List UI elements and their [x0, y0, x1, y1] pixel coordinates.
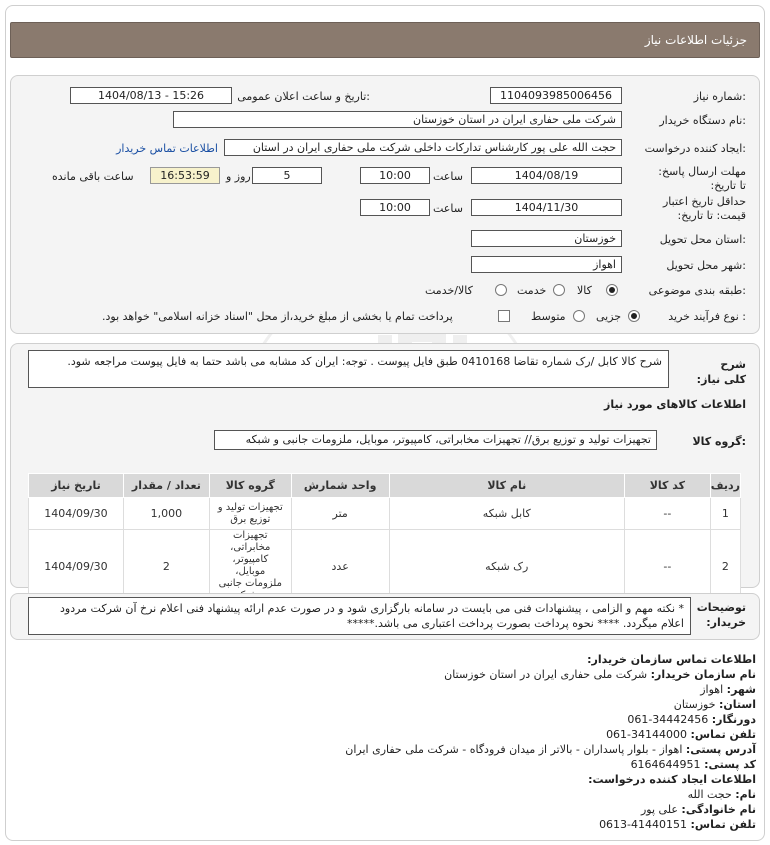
- cell-code: --: [624, 498, 710, 530]
- days-label: روز و: [226, 170, 251, 183]
- buyer-org-field: شرکت ملی حفاری ایران در استان خوزستان: [173, 111, 622, 128]
- cell-date: 1404/09/30: [29, 498, 124, 530]
- cell-unit: متر: [291, 498, 389, 530]
- buyer-notes-label: توضیحات خریدار:: [696, 601, 746, 629]
- creator-family: نام خانوادگی: علی پور: [640, 803, 756, 816]
- col-date: تاریخ نیاز: [29, 474, 124, 498]
- price-validity-label: حداقل تاریخ اعتبار قیمت: تا تاریخ:: [662, 195, 746, 222]
- creator-phone: تلفن تماس: 0613-41440151: [599, 818, 756, 831]
- goods-group-field: تجهیزات تولید و توزیع برق// تجهیزات مخابراتی، کامپیوتر، موبایل، ملزومات جانبی و شبکه: [214, 430, 657, 450]
- contact-title: اطلاعات تماس سازمان خریدار:: [587, 653, 756, 666]
- purchase-small-label: جزیی: [596, 310, 622, 323]
- col-unit: واحد شمارش: [291, 474, 389, 498]
- contact-province: استان: خوزستان: [673, 698, 756, 711]
- contact-postal: کد پستی: 6164644951: [630, 758, 756, 771]
- remaining-label: ساعت باقی مانده: [52, 170, 134, 183]
- announce-datetime-field: 1404/08/13 - 15:26: [70, 87, 232, 104]
- cell-date: 1404/09/30: [29, 530, 124, 603]
- need-number-label: شماره نیاز:: [693, 90, 746, 103]
- cell-group: تجهیزات مخابراتی، کامپیوتر، موبایل، ملزومات جانبی: [209, 530, 291, 603]
- contact-fax: دورنگار: 061-34442456: [627, 713, 756, 726]
- summary-label: شرح کلی نیاز:: [696, 358, 746, 386]
- cell-code: --: [624, 530, 710, 603]
- cell-qty: 1,000: [123, 498, 209, 530]
- col-qty: تعداد / مقدار: [123, 474, 209, 498]
- purchase-medium-radio[interactable]: [573, 310, 585, 322]
- delivery-city-field: اهواز: [471, 256, 622, 273]
- col-code: کد کالا: [624, 474, 710, 498]
- purchase-type-label: نوع فرآیند خرید :: [668, 310, 746, 323]
- category-service-label: خدمت: [517, 284, 547, 297]
- table-row: [29, 530, 741, 603]
- table-row: [29, 498, 741, 530]
- category-both-radio[interactable]: [495, 284, 507, 296]
- delivery-province-label: استان محل تحویل:: [659, 233, 746, 246]
- creator-title: اطلاعات ایجاد کننده درخواست:: [588, 773, 756, 786]
- category-goods-radio[interactable]: [606, 284, 618, 296]
- summary-text: شرح کالا کابل /رک شماره تقاضا 0410168 طبق فایل پیوست . توجه: ایران کد مشابه می باشد حتما به فایل پیوست مراجعه شود.: [28, 350, 669, 388]
- reply-time-label: ساعت: [433, 170, 463, 183]
- cell-name: رک شبکه: [389, 530, 624, 603]
- category-both-label: کالا/خدمت: [425, 284, 473, 297]
- days-remaining-field: 5: [252, 167, 322, 184]
- cell-name: کابل شبکه: [389, 498, 624, 530]
- buyer-org-label: نام دستگاه خریدار:: [659, 114, 746, 127]
- need-number-field: 1104093985006456: [490, 87, 622, 104]
- creator-label: ایجاد کننده درخواست:: [644, 142, 746, 155]
- goods-table: [28, 473, 741, 603]
- cell-qty: 2: [123, 530, 209, 603]
- validity-time-label: ساعت: [433, 202, 463, 215]
- reply-deadline-time: 10:00: [360, 167, 430, 184]
- treasury-payment-text: پرداخت تمام یا بخشی از مبلغ خرید،از محل "اسناد خزانه اسلامی" خواهد بود.: [102, 310, 453, 323]
- purchase-medium-label: متوسط: [531, 310, 566, 323]
- price-validity-date: 1404/11/30: [471, 199, 622, 216]
- cell-row: 1: [710, 498, 740, 530]
- col-row: ردیف: [710, 474, 740, 498]
- category-label: طبقه بندی موضوعی:: [648, 284, 746, 297]
- contact-phone: تلفن تماس: 061-34144000: [606, 728, 756, 741]
- announce-datetime-label: تاریخ و ساعت اعلان عمومی:: [237, 90, 370, 103]
- cell-unit: عدد: [291, 530, 389, 603]
- treasury-payment-checkbox[interactable]: [498, 310, 510, 322]
- cell-row: 2: [710, 530, 740, 603]
- contact-org: نام سازمان خریدار: شرکت ملی حفاری ایران در استان خوزستان: [444, 668, 756, 681]
- category-service-radio[interactable]: [553, 284, 565, 296]
- creator-name: نام: حجت الله: [687, 788, 756, 801]
- reply-deadline-date: 1404/08/19: [471, 167, 622, 184]
- contact-city: شهر: اهواز: [700, 683, 756, 696]
- buyer-contact-link[interactable]: اطلاعات تماس خریدار: [116, 142, 218, 155]
- contact-address: آدرس پستی: اهواز - بلوار پاسداران - بالاتر از میدان فرودگاه - شرکت ملی حفاری ایران: [345, 743, 756, 756]
- buyer-notes-text: * نکته مهم و الزامی ، پیشنهادات فنی می بایست در سامانه بارگزاری شود و در صورت عدم ارائه پیشنهاد فنی اعلام نرخ آن شرکت مردود اعلام میگردد. **** نحوه پرداخت بصورت پرداخت اعتباری می باشد.*****: [28, 597, 691, 635]
- page-title: جزئیات اطلاعات نیاز: [644, 33, 747, 47]
- price-validity-time: 10:00: [360, 199, 430, 216]
- reply-deadline-label: مهلت ارسال پاسخ: تا تاریخ:: [658, 165, 746, 192]
- col-name: نام کالا: [389, 474, 624, 498]
- remaining-time-field: 16:53:59: [150, 167, 220, 184]
- goods-section-title: اطلاعات کالاهای مورد نیاز: [604, 398, 746, 411]
- creator-field: حجت الله علی پور کارشناس تدارکات داخلی شرکت ملی حفاری ایران در استان: [224, 139, 622, 156]
- category-goods-label: کالا: [577, 284, 592, 297]
- purchase-small-radio[interactable]: [628, 310, 640, 322]
- delivery-city-label: شهر محل تحویل:: [666, 259, 746, 272]
- col-group: گروه کالا: [209, 474, 291, 498]
- delivery-province-field: خوزستان: [471, 230, 622, 247]
- goods-group-label: گروه کالا:: [692, 435, 746, 448]
- page-header: [10, 22, 760, 58]
- cell-group: تجهیزات تولید و توزیع برق: [209, 498, 291, 530]
